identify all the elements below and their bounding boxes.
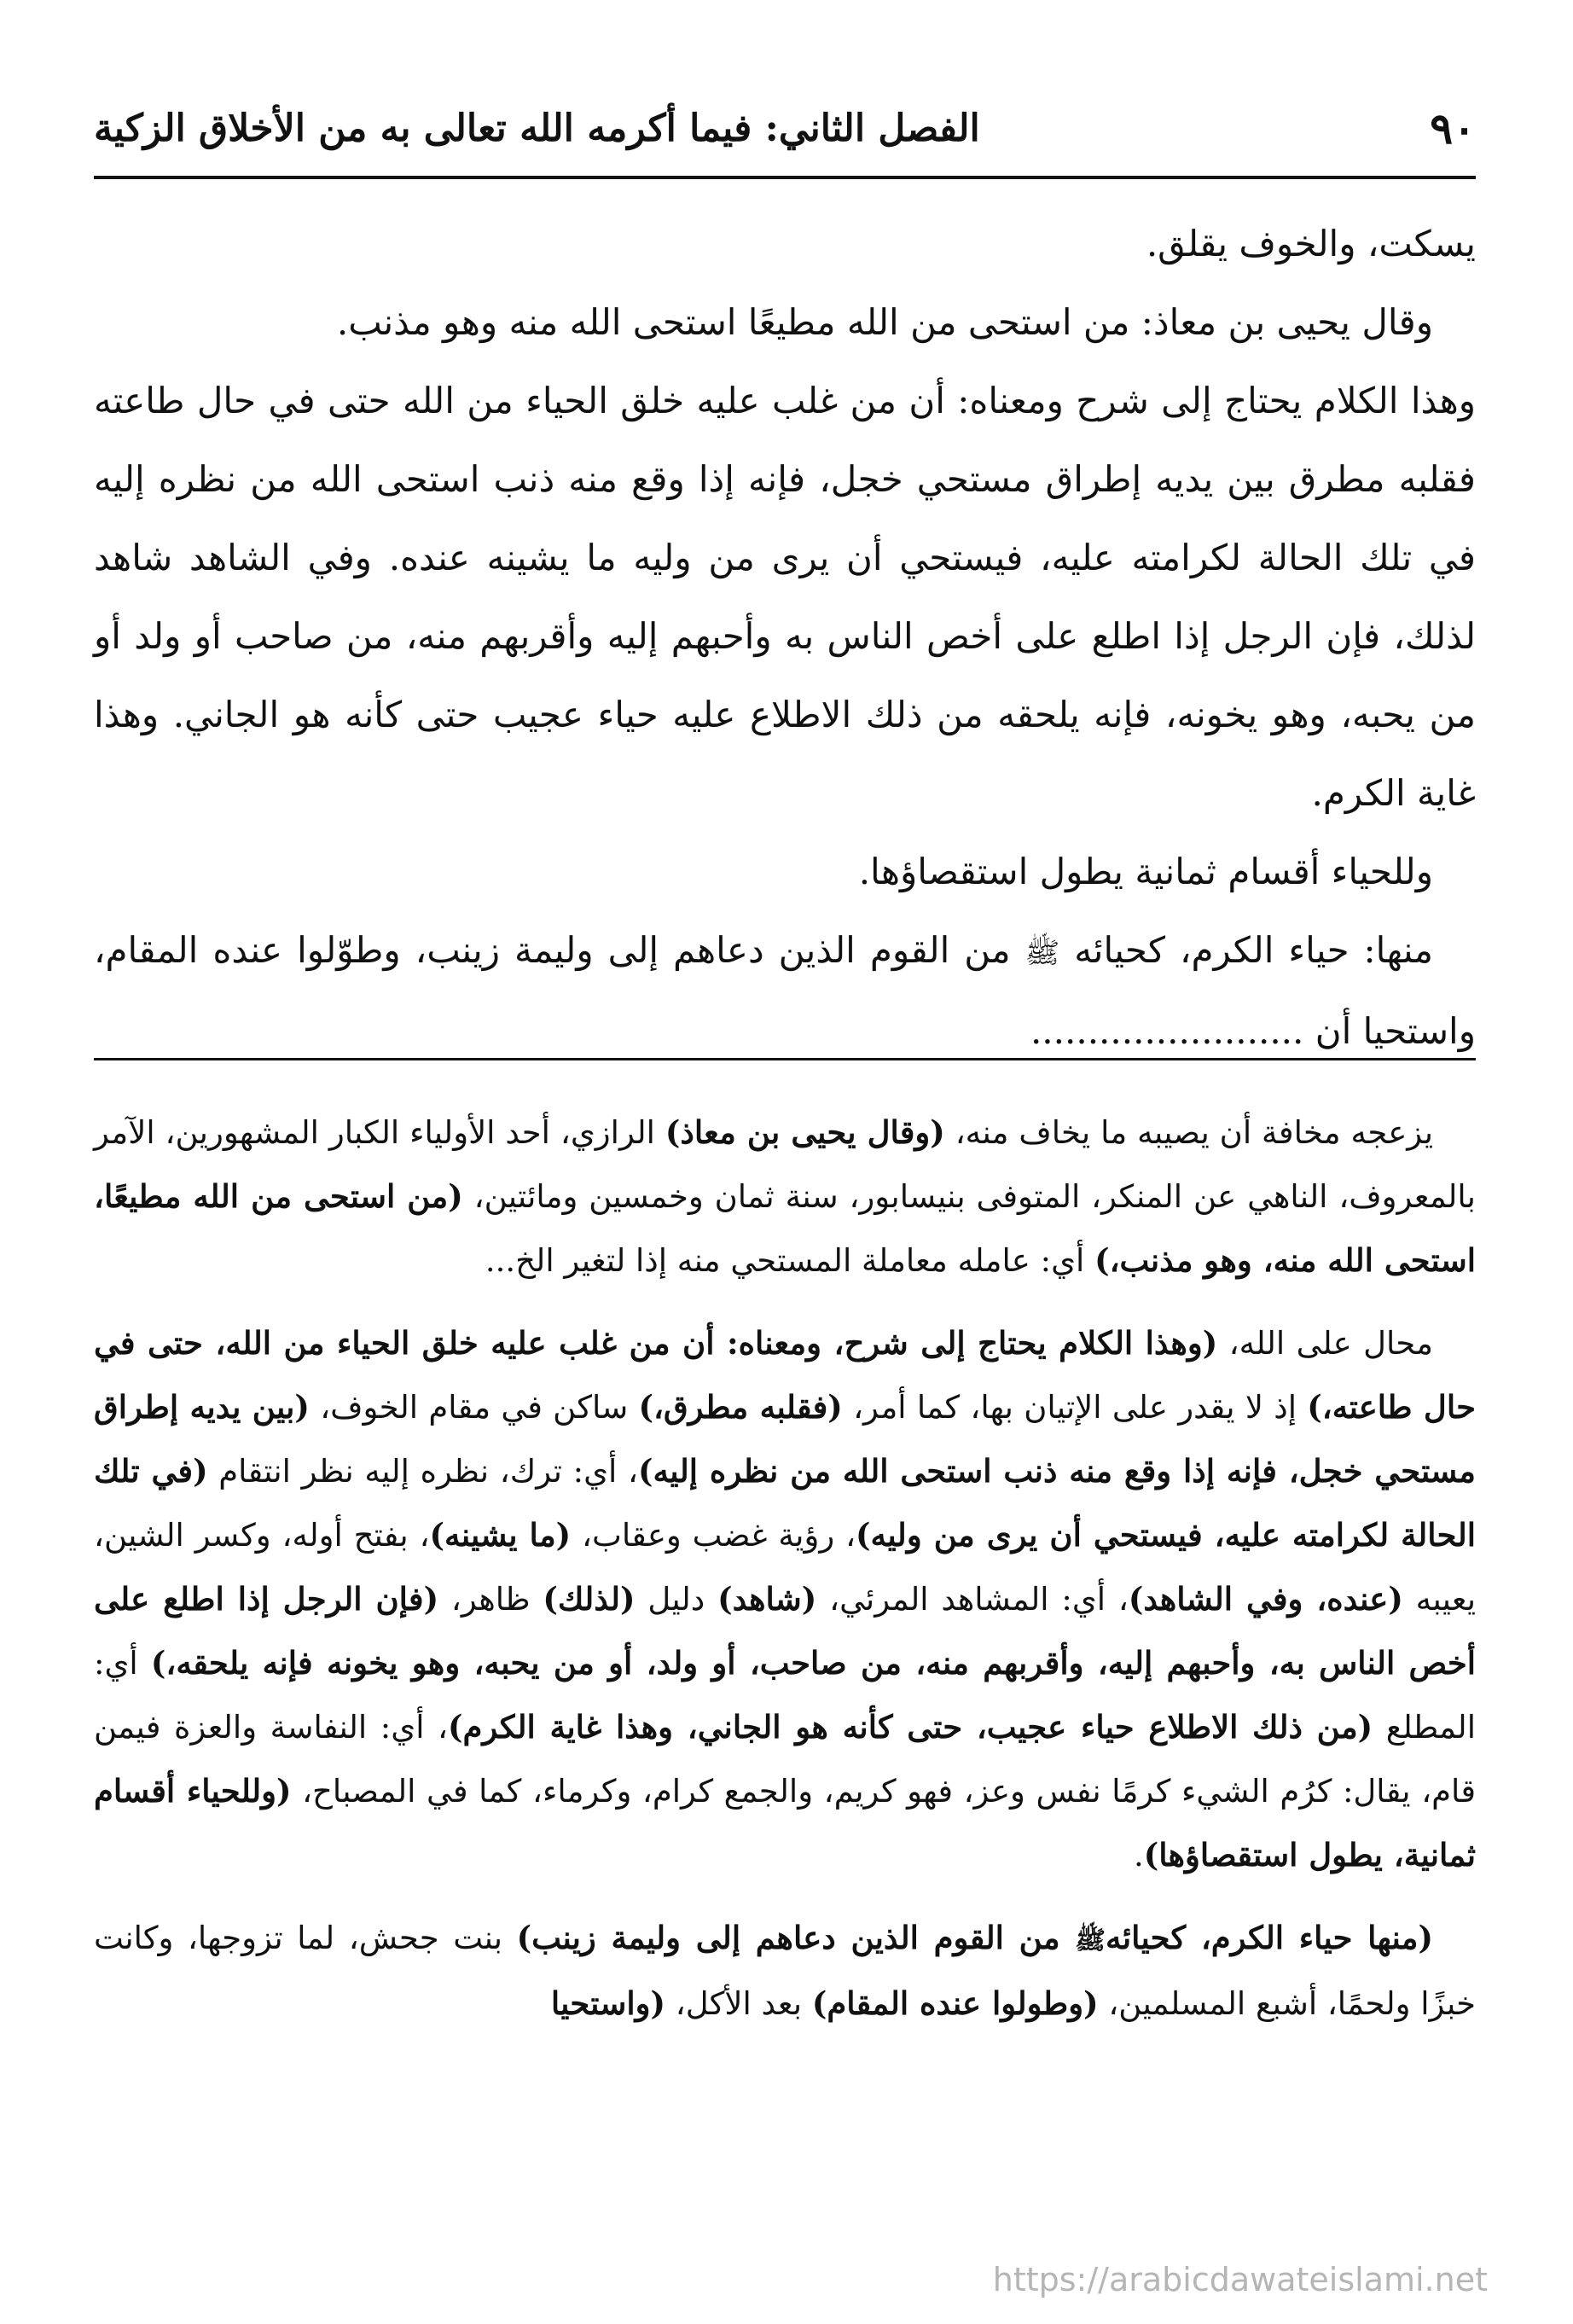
commentary-text (94, 1101, 1476, 2054)
main-paragraph-2: وقال يحيى بن معاذ: من استحى من الله مطيعًا استحى الله منه وهو مذنب. (336, 301, 1433, 343)
commentary-paragraph-1 (94, 1101, 1476, 1293)
quoted-text: (شاهد) (717, 1580, 817, 1618)
commentary-span: . (1133, 1837, 1144, 1874)
commentary-span: أي: المطلع (94, 1645, 1476, 1746)
chapter-title: الفصل الثاني: فيما أكرمه الله تعالى به من الأخلاق الزكية (94, 106, 980, 150)
quoted-text: (وقال يحيى بن معاذ) (665, 1113, 945, 1151)
footnote-separator (94, 1058, 1476, 1060)
commentary-span: إذ لا يقدر على الإتيان بها، كما أمر، (842, 1389, 1308, 1426)
commentary-span: ، أي: ترك، نظره إليه نظر انتقام (207, 1453, 638, 1490)
commentary-span: دليل (635, 1581, 718, 1618)
commentary-span: ساكن في مقام الخوف، (309, 1389, 639, 1426)
quoted-text: (من استحى من الله مطيعًا، استحى الله منه، وهو مذنب،) (94, 1177, 1476, 1279)
quoted-text: (ما يشينه) (429, 1516, 572, 1554)
commentary-paragraph-3 (94, 1906, 1476, 2036)
main-paragraph-4: وللحياء أقسام ثمانية يطول استقصاؤها. (858, 851, 1433, 892)
commentary-span: يزعجه مخافة أن يصيبه ما يخاف منه، (944, 1114, 1433, 1151)
commentary-span: ، بفتح أوله، وكسر الشين، يعيبه (94, 1517, 1476, 1618)
commentary-paragraph-2 (94, 1311, 1476, 1887)
quoted-text: (من ذلك الاطلاع حياء عجيب، حتى كأنه هو الجاني، وهذا غاية الكرم) (448, 1708, 1373, 1746)
commentary-span: بنت جحش، لما تزوجها، وكانت خبزًا ولحمًا، أشبع المسلمين، (94, 1920, 1476, 2022)
page-number: ٩٠ (1430, 102, 1476, 154)
quoted-text: (في تلك الحالة لكرامته عليه، فيستحي أن يرى من وليه) (94, 1452, 1476, 1554)
salawat-glyph: ﷺ (1075, 1925, 1106, 1955)
main-paragraph-1: يسكت، والخوف يقلق. (1146, 223, 1476, 264)
commentary-span: بعد الأكل، (665, 1985, 812, 2022)
commentary-span: ، أي: النفاسة والعزة فيمن قام، يقال: كرُم الشيء كرمًا نفس وعز، فهو كريم، والجمع كرام، وكرماء، كما في المصباح، (94, 1709, 1477, 1810)
header-rule (94, 176, 1476, 179)
watermark-url: https://arabicdawateislami.net (992, 2261, 1488, 2298)
main-paragraph-3: وهذا الكلام يحتاج إلى شرح ومعناه: أن من غلب عليه خلق الحياء من الله حتى في حال طاعته فقلبه مطرق بين يديه إطراق مستحي خجل، فإنه إذا وقع منه ذنب استحى الله من نظره إليه في تلك الحالة لكرامته عليه، فيستحي أن يرى من وليه ما يشينه عنده. وفي الشاهد شاهد لذلك، فإن الرجل إذا اطلع على أخص الناس به وأحبهم إليه وأقربهم منه، من صاحب أو ولد أو من يحبه، وهو يخونه، فإنه يلحقه من ذلك الاطلاع عليه حياء عجيب حتى كأنه هو الجاني. وهذا غاية الكرم. (94, 380, 1476, 814)
main-text (94, 205, 1476, 1071)
commentary-span: ، رؤية غضب وعقاب، (571, 1517, 856, 1554)
main-text-span: منها: حياء الكرم، كحيائه (1074, 929, 1434, 971)
commentary-span: محال على الله، (1217, 1325, 1433, 1362)
quoted-text: (منها حياء الكرم، كحيائه (1106, 1919, 1433, 1956)
quoted-text: (وللحياء أقسام ثمانية، يطول استقصاؤها) (94, 1772, 1476, 1874)
quoted-text: (عنده، وفي الشاهد) (1128, 1580, 1403, 1618)
commentary-span: أي: عامله معاملة المستحي منه إذا لتغير الخ... (485, 1242, 1095, 1279)
continuation-dots: ........................ (1030, 1010, 1304, 1052)
commentary-span: ، أي: المشاهد المرئي، (816, 1581, 1129, 1618)
commentary-span: ظاهر، (438, 1581, 543, 1618)
quoted-text: (فقلبه مطرق،) (638, 1388, 843, 1426)
quoted-text: (وهذا الكلام يحتاج إلى شرح، ومعناه: أن من غلب عليه خلق الحياء من الله، حتى في حال طاعته،) (94, 1324, 1476, 1426)
running-head (94, 85, 1476, 171)
quoted-text: (واستحيا (550, 1984, 665, 2022)
quoted-text: من القوم الذين دعاهم إلى وليمة زينب) (516, 1919, 1076, 1956)
quoted-text: (بين يديه إطراق مستحي خجل، فإنه إذا وقع منه ذنب استحى الله من نظره إليه) (94, 1388, 1476, 1490)
salawat-glyph: ﷺ (1024, 936, 1060, 969)
main-paragraph-5 (94, 911, 1476, 1071)
main-text-span: من القوم الذين دعاهم إلى وليمة زينب، وطوّلوا عنده المقام، واستحيا أن (94, 929, 1476, 1052)
quoted-text: (وطولوا عنده المقام) (811, 1984, 1099, 2022)
commentary-span: الرازي، أحد الأولياء الكبار المشهورين، الآمر بالمعروف، الناهي عن المنكر، المتوفى بنيسابور، سنة ثمان وخمسين ومائتين، (94, 1114, 1476, 1215)
quoted-text: (لذلك) (543, 1580, 636, 1618)
quoted-text: (فإن الرجل إذا اطلع على أخص الناس به، وأحبهم إليه، وأقربهم منه، من صاحب، أو ولد، أو من يحبه، وهو يخونه فإنه يلحقه،) (94, 1580, 1476, 1682)
